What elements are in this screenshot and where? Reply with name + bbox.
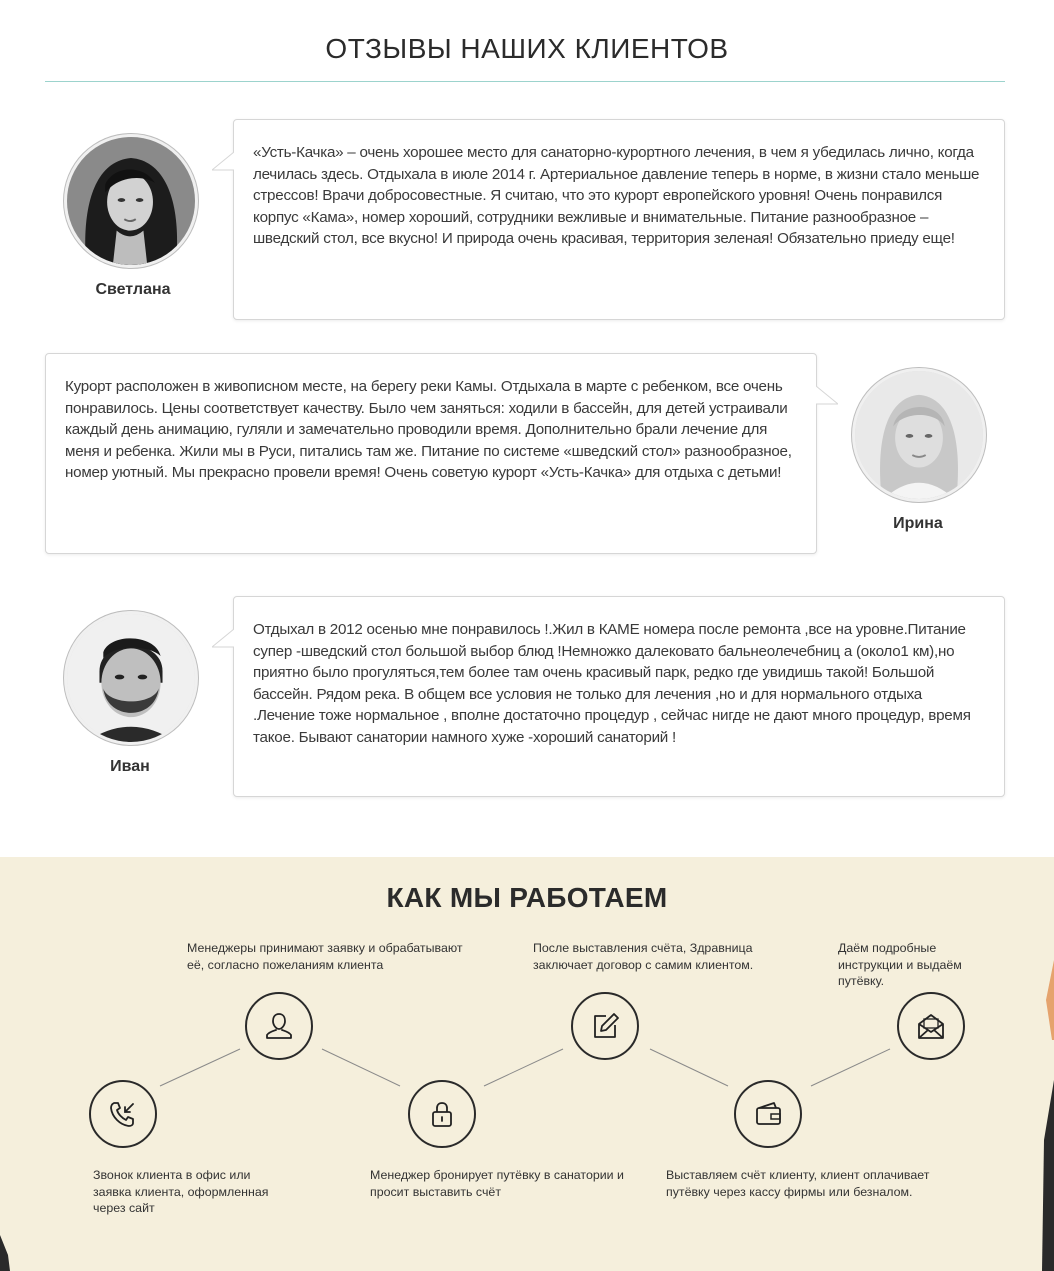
bubble-tail: [816, 384, 838, 406]
title-divider: [45, 81, 1005, 82]
step-envelope-circle: [897, 992, 965, 1060]
how-we-work-section: [0, 857, 1054, 1271]
step-text: Звонок клиента в офис или заявка клиента, оформленная через сайт: [93, 1168, 269, 1215]
step-phone-circle: [89, 1080, 157, 1148]
review-bubble: [233, 119, 1005, 320]
review-card: [0, 119, 1054, 339]
bubble-tail: [212, 627, 234, 649]
step-text: Менеджер бронирует путёвку в санатории и просит выставить счёт: [370, 1168, 624, 1199]
envelope-icon: [916, 1011, 946, 1041]
reviewer-avatar: [64, 134, 198, 268]
reviews-section-title: ОТЗЫВЫ НАШИХ КЛИЕНТОВ: [325, 33, 729, 64]
how-section-title: КАК МЫ РАБОТАЕМ: [386, 882, 668, 913]
reviewer-name: Ирина: [893, 515, 943, 532]
review-card: [0, 596, 1054, 816]
bubble-tail: [212, 150, 234, 172]
review-bubble: [233, 596, 1005, 797]
decorative-figure-fragment: [0, 1235, 10, 1271]
wallet-icon: [753, 1099, 783, 1129]
reviewer-avatar: [852, 368, 986, 502]
user-icon: [264, 1011, 294, 1041]
review-text: Курорт расположен в живописном месте, на берегу реки Камы. Отдыхала в марте с ребенком, все очень понравилось. Цены соответствует качеству. Было чем заняться: ходили в бассейн, для детей устраивали каждый день анимацию, гуляли и замечательно проводили время. Дополнительно брали лечение для меня и ребенка. Жили мы в Руси, питались там же. Питание по системе «шведский стол» разнообразное, номер уютный. Мы прекрасно провели время! Очень советую курорт «Усть-Качка» для отдыха с детьми!: [65, 378, 792, 481]
avatar-photo-woman-blonde: [855, 371, 983, 499]
review-text: Отдыхал в 2012 осенью мне понравилось !.Жил в КАМЕ номера после ремонта ,все на уровне.Питание супер -шведский стол большой выбор блюд !Немножко далековато бальнеолечебниц а (около1 км),но приятно было прогуляться,тем более там очень красивый парк, редко где увидишь такой! Большой бассейн. Рядом река. В общем все условия не только для лечения ,но и для нормального отдыха .Лечение тоже нормальное , вполне достаточно процедур , сейчас нигде не дают много процедур, время такое. Бывают санатории намного хуже -хороший санаторий !: [253, 621, 971, 746]
review-bubble: [45, 353, 817, 554]
avatar-photo-woman-dark-hair: [67, 137, 195, 265]
reviewer-avatar: [64, 611, 198, 745]
step-edit-circle: [571, 992, 639, 1060]
step-user-circle: [245, 992, 313, 1060]
step-lock-circle: [408, 1080, 476, 1148]
avatar-photo-man-beard: [67, 614, 195, 742]
step-text: После выставления счёта, Здравница заключает договор с самим клиентом.: [533, 941, 754, 972]
edit-icon: [590, 1011, 620, 1041]
reviewer-name: Иван: [110, 758, 150, 775]
reviewer-name: Светлана: [95, 281, 171, 298]
decorative-figure-fragment: [1042, 960, 1054, 1271]
step-text: Даём подробные инструкции и выдаём путёвку.: [838, 941, 962, 988]
review-card: [0, 353, 1054, 573]
phone-icon: [108, 1099, 138, 1129]
step-text: Менеджеры принимают заявку и обрабатывают её, согласно пожеланиям клиента: [187, 941, 463, 972]
step-text: Выставляем счёт клиенту, клиент оплачивает путёвку через кассу фирмы или безналом.: [666, 1168, 930, 1199]
step-wallet-circle: [734, 1080, 802, 1148]
lock-icon: [427, 1099, 457, 1129]
review-text: «Усть-Качка» – очень хорошее место для санаторно-курортного лечения, в чем я убедилась лично, когда лечилась здесь. Отдыхала в июле 2014 г. Артериальное давление теперь в норме, в жизни стало меньше стрессов! Врачи добросовестные. Я считаю, что это курорт европейского уровня! Очень понравился корпус «Кама», номер хороший, сотрудники вежливые и внимательные. Питание разнообразное – шведский стол, все вкусно! И природа очень красивая, территория зеленая! Обязательно приеду еще!: [253, 144, 980, 247]
